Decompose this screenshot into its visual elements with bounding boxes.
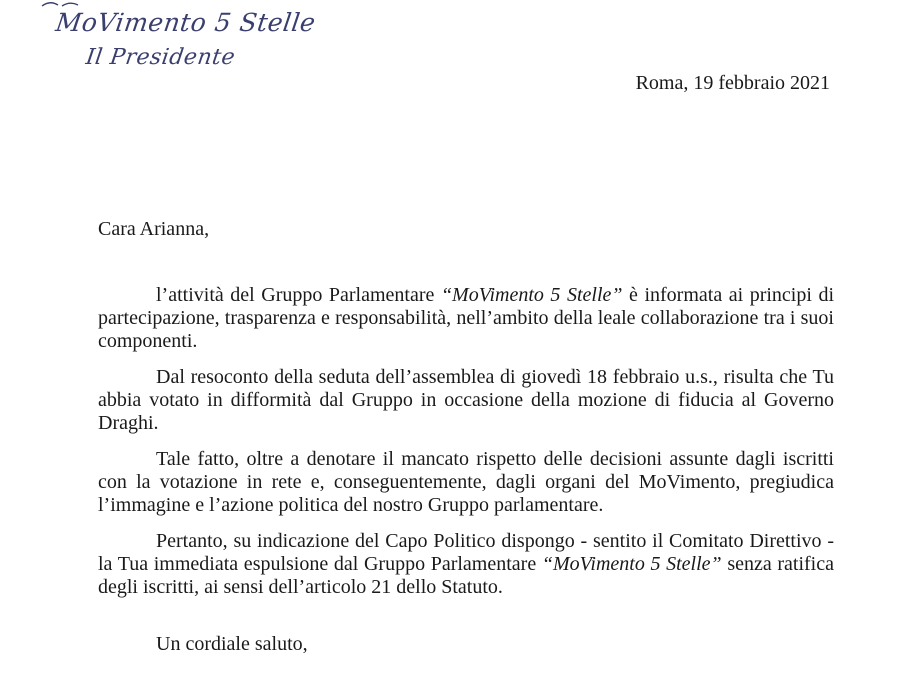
paragraph-1 xyxy=(98,284,834,353)
letter-date: Roma, 19 febbraio 2021 xyxy=(635,72,830,94)
paragraph-4-before: Pertanto, su indicazione del Capo Politico dispongo - sentito il Comitato Direttivo - la Tua immediata espulsione dal Gruppo Parlamentare xyxy=(98,530,834,575)
paragraph-1-after: è informata ai principi di partecipazione, trasparenza e responsabilità, nell’ambito della leale collaborazione tra i suoi componenti. xyxy=(98,284,835,352)
letter-body xyxy=(98,284,834,612)
letterhead-flourish xyxy=(40,0,88,8)
paragraph-3: Tale fatto, oltre a denotare il mancato rispetto delle decisioni assunte dagli iscritti con la votazione in rete e, conseguentemente, dagli organi del MoVimento, pregiudica l’immagine e l’azione politica del nostro Gruppo parlamentare. xyxy=(98,448,834,516)
paragraph-4-after: senza ratifica degli iscritti, ai sensi dell’articolo 21 dello Statuto. xyxy=(98,553,834,598)
closing: Un cordiale saluto, xyxy=(156,633,308,655)
letterhead xyxy=(0,0,360,90)
paragraph-1-quoted-name: “MoVimento 5 Stelle” xyxy=(440,284,623,306)
salutation: Cara Arianna, xyxy=(98,218,210,240)
paragraph-1-before: l’attività del Gruppo Parlamentare xyxy=(156,284,441,306)
letterhead-office: Il Presidente xyxy=(84,45,237,70)
paragraph-2: Dal resoconto della seduta dell’assemblea di giovedì 18 febbraio u.s., risulta che Tu abbia votato in difformità dal Gruppo in occasione della mozione di fiducia al Governo Draghi. xyxy=(98,366,834,434)
paragraph-4-quoted-name: “MoVimento 5 Stelle” xyxy=(541,553,722,575)
letterhead-organization: MoVimento 5 Stelle xyxy=(53,8,318,37)
paragraph-4 xyxy=(98,530,834,599)
